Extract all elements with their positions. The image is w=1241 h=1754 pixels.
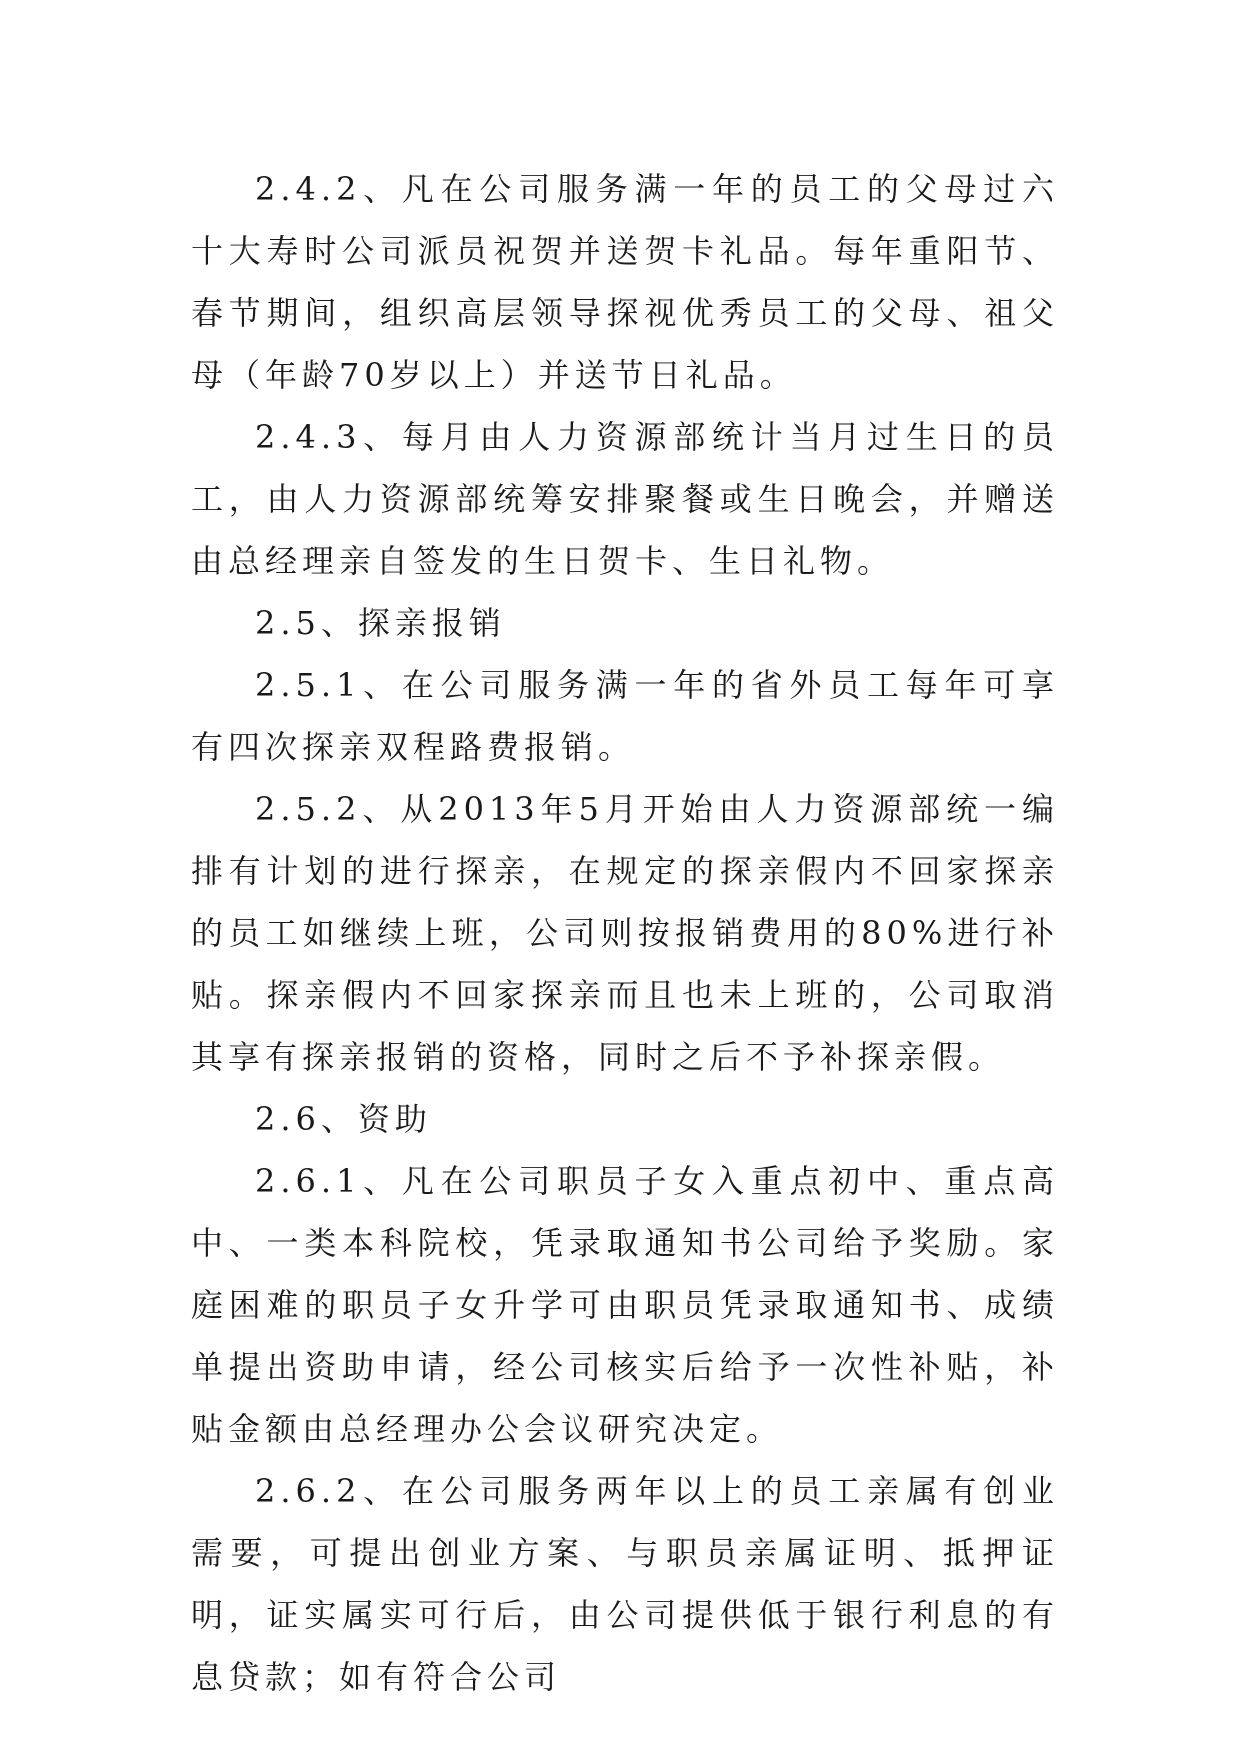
section-heading-2-5: 2.5、探亲报销 xyxy=(255,604,506,642)
section-heading-2-6: 2.6、资助 xyxy=(255,1100,432,1138)
document-body xyxy=(191,158,1059,1708)
paragraph-2-5-1: 2.5.1、在公司服务满一年的省外员工每年可享有四次探亲双程路费报销。 xyxy=(191,666,1059,766)
paragraph-2-4-3: 2.4.3、每月由人力资源部统计当月过生日的员工，由人力资源部统筹安排聚餐或生日晚会，并赠送由总经理亲自签发的生日贺卡、生日礼物。 xyxy=(191,418,1059,580)
paragraph-2-6-1: 2.6.1、凡在公司职员子女入重点初中、重点高中、一类本科院校，凭录取通知书公司给予奖励。家庭困难的职员子女升学可由职员凭录取通知书、成绩单提出资助申请，经公司核实后给予一次性补贴，补贴金额由总经理办公会议研究决定。 xyxy=(191,1162,1059,1448)
paragraph-2-6-2: 2.6.2、在公司服务两年以上的员工亲属有创业需要，可提出创业方案、与职员亲属证明、抵押证明，证实属实可行后，由公司提供低于银行利息的有息贷款；如有符合公司 xyxy=(191,1472,1059,1696)
paragraph-2-5-2: 2.5.2、从2013年5月开始由人力资源部统一编排有计划的进行探亲，在规定的探亲假内不回家探亲的员工如继续上班，公司则按报销费用的80%进行补贴。探亲假内不回家探亲而且也未上班的，公司取消其享有探亲报销的资格，同时之后不予补探亲假。 xyxy=(191,790,1059,1076)
paragraph-2-4-2: 2.4.2、凡在公司服务满一年的员工的父母过六十大寿时公司派员祝贺并送贺卡礼品。每年重阳节、春节期间，组织高层领导探视优秀员工的父母、祖父母（年龄70岁以上）并送节日礼品。 xyxy=(191,170,1059,394)
